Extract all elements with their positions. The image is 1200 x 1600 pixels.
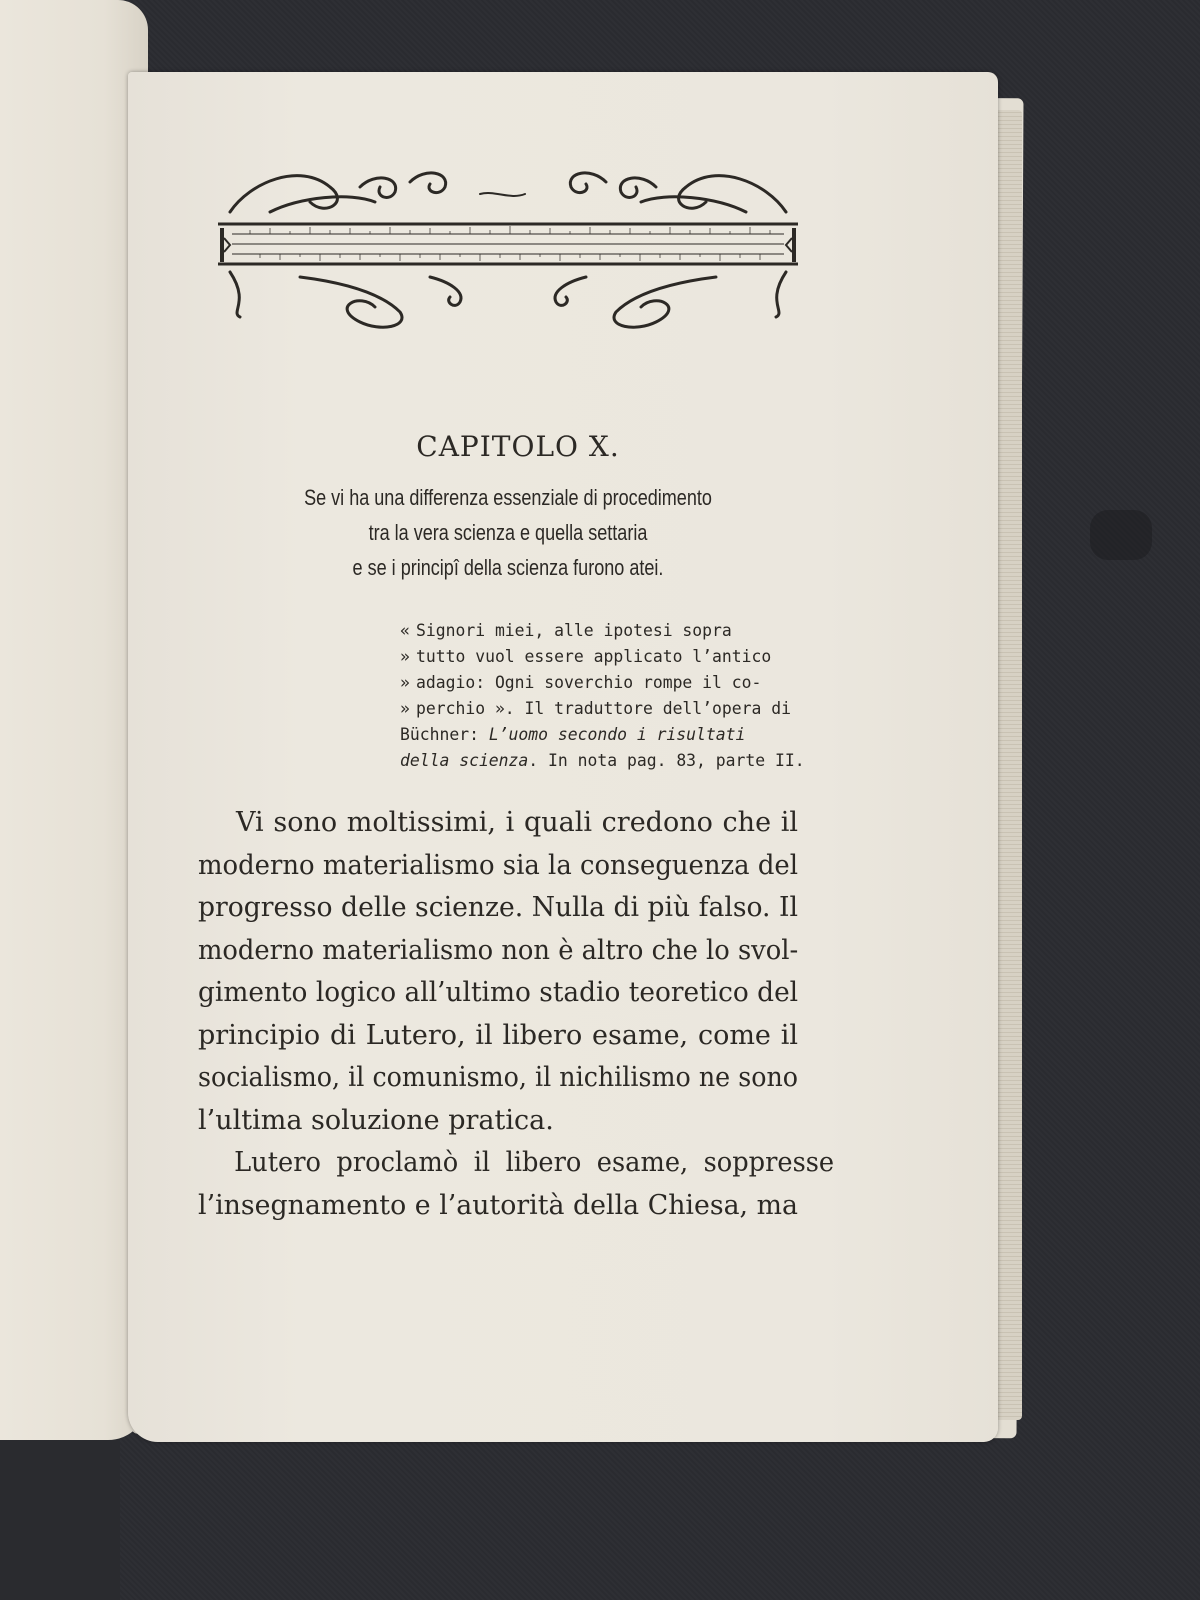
- body-text: [198, 802, 835, 1227]
- epigraph-line: » tutto vuol essere applicato l’antico: [400, 644, 800, 670]
- epigraph-line: Büchner: L’uomo secondo i risultati: [400, 725, 746, 744]
- body-line: progresso delle scienze. Nulla di più falso. Il: [198, 892, 798, 923]
- chapter-title: CAPITOLO X.: [416, 430, 620, 463]
- chapter-subtitle: [196, 480, 819, 585]
- left-page: [0, 0, 148, 1440]
- subtitle-line: e se i principî della scienza furono atei.: [352, 555, 664, 580]
- body-line: Lutero proclamò il libero esame, soppresse: [234, 1147, 835, 1178]
- book-title-italic: L’uomo secondo i risultati: [488, 725, 746, 744]
- book-title-italic: della scienza: [400, 751, 529, 770]
- body-line: l’ultima soluzione pratica.: [198, 1104, 554, 1136]
- cover-stain: [1090, 510, 1152, 560]
- body-line: Vi sono moltissimi, i quali credono che il: [236, 807, 798, 838]
- subtitle-line: Se vi ha una differenza essenziale di procedimento: [304, 485, 712, 510]
- subtitle-line: tra la vera scienza e quella settaria: [368, 520, 648, 545]
- quote-mark: «: [400, 621, 410, 640]
- body-line: moderno materialismo non è altro che lo svol-: [198, 934, 799, 966]
- body-line: l’insegnamento e l’autorità della Chiesa, ma: [198, 1189, 798, 1221]
- epigraph-quote: [400, 618, 805, 774]
- epigraph-line: « Signori miei, alle ipotesi sopra: [400, 618, 800, 644]
- quote-mark: »: [400, 699, 410, 718]
- quote-mark: »: [400, 673, 410, 692]
- body-line: moderno materialismo sia la conseguenza del: [198, 849, 798, 881]
- body-line: principio di Lutero, il libero esame, come il: [198, 1019, 798, 1051]
- quote-mark: »: [400, 647, 410, 666]
- body-line: gimento logico all’ultimo stadio teoretico del: [198, 977, 799, 1008]
- epigraph-line: della scienza. In nota pag. 83, parte II.: [400, 751, 805, 770]
- book-page: [128, 72, 998, 1442]
- chapter-ornament-headpiece: [210, 142, 806, 342]
- body-line: socialismo, il comunismo, il nichilismo ne sono: [198, 1062, 798, 1093]
- epigraph-line: » adagio: Ogni soverchio rompe il co-: [400, 670, 800, 696]
- epigraph-line: » perchio ». Il traduttore dell’opera di: [400, 696, 800, 722]
